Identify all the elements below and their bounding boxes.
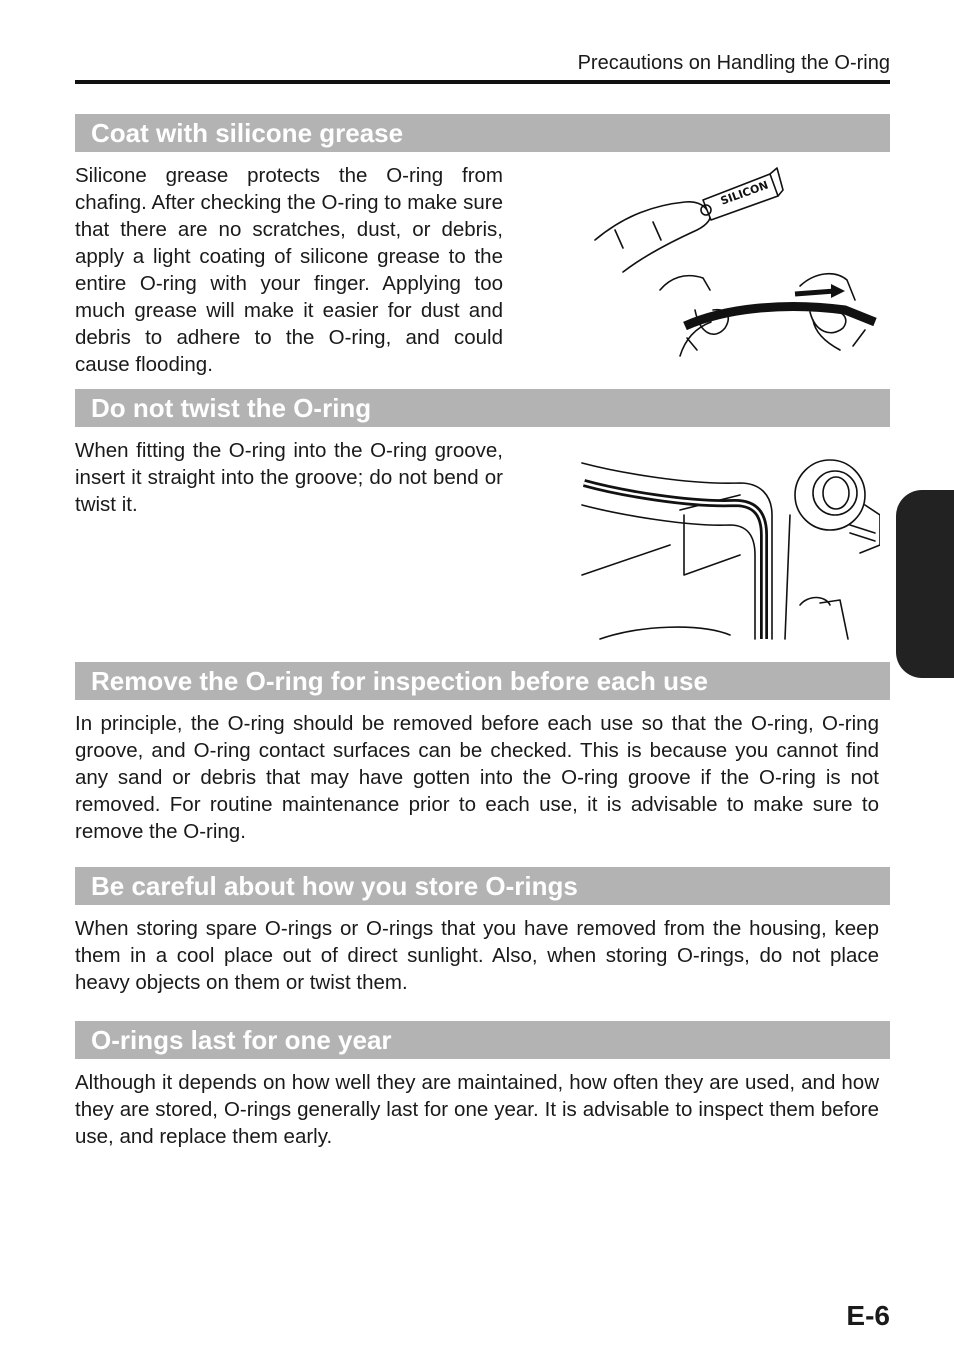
chapter-tab [896, 490, 954, 678]
section-heading-bar [75, 114, 890, 152]
section-body: When fitting the O-ring into the O-ring groove, insert it straight into the groove; do not bend or twist it. [75, 439, 503, 516]
section-heading-bar [75, 389, 890, 427]
section-heading-bar [75, 867, 890, 905]
section-body: Although it depends on how well they are maintained, how often they are used, and how they are stored, O-rings generally last for one year. It is advisable to inspect them before use, and replace them early. [75, 1071, 879, 1148]
grease-application-illustration [585, 160, 885, 360]
section-body: When storing spare O-rings or O-rings that you have removed from the housing, keep them in a cool place out of direct sunlight. Also, when storing O-rings, do not place heavy objects on them or twist them. [75, 917, 879, 994]
section-heading: Do not twist the O-ring [91, 393, 372, 423]
section-body: Silicone grease protects the O-ring from chafing. After checking the O-ring to make sure that there are no scratches, dust, or debris, apply a light coating of silicone grease to the entire O-ring with your finger. Applying too much grease will make it easier for dust and debris to adhere to the O-ring, and could cause flooding. [75, 164, 503, 376]
section-heading-bar [75, 1021, 890, 1059]
section-heading: Remove the O-ring for inspection before each use [91, 666, 708, 696]
running-header: Precautions on Handling the O-ring [577, 52, 890, 74]
section-heading: Be careful about how you store O-rings [91, 871, 578, 901]
o-ring-groove-illustration [580, 455, 880, 641]
grease-tube-label: SILICON [718, 178, 771, 208]
page-number: E-6 [846, 1300, 890, 1331]
section-body: In principle, the O-ring should be removed before each use so that the O-ring, O-ring groove, and O-ring contact surfaces can be checked. This is because you cannot find any sand or debris that may have gotten into the O-ring groove if the O-ring is not removed. For routine maintenance prior to each use, it is advisable to make sure to remove the O-ring. [75, 712, 879, 843]
section-heading: O-rings last for one year [91, 1025, 392, 1055]
header-rule [75, 80, 890, 84]
section-heading-bar [75, 662, 890, 700]
section-heading: Coat with silicone grease [91, 118, 404, 148]
